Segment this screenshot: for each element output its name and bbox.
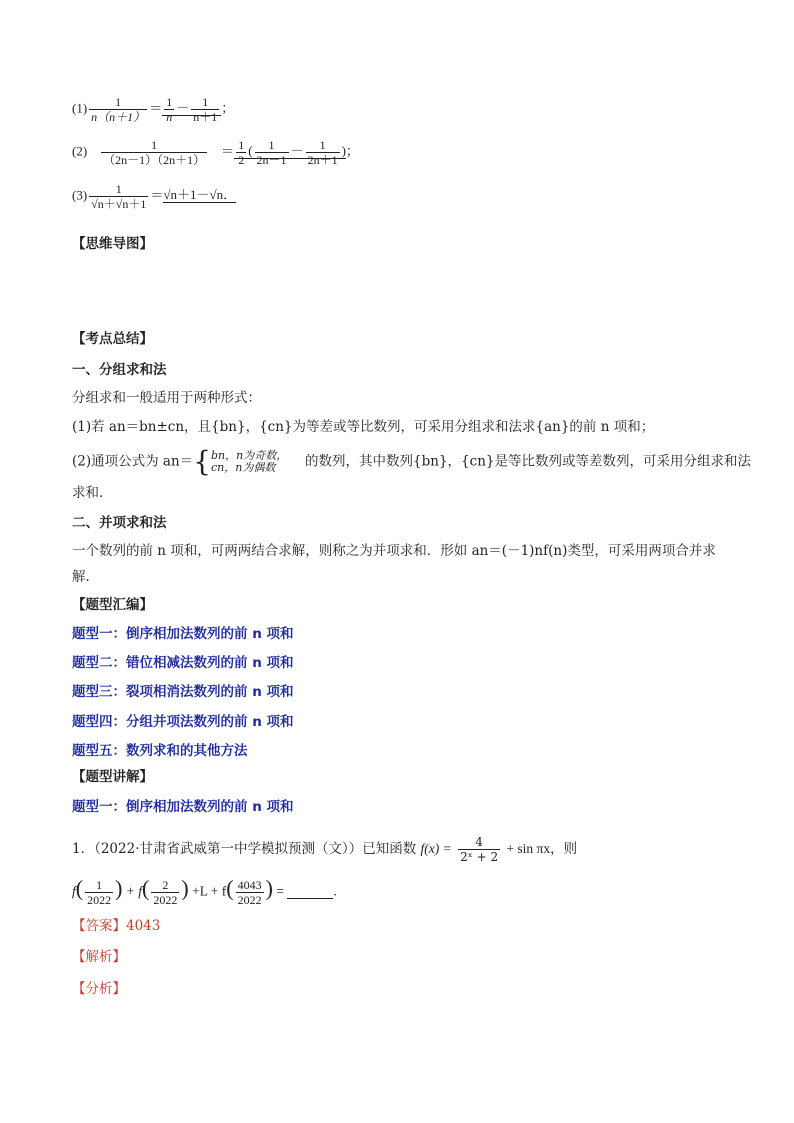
fenxi-heading: 【分析】 [72,981,126,997]
paragraph: (1)若 an＝bn±cn，且{bn}，{cn}为等差或等比数列，可采用分组求和法求{an}的前 n 项和； [72,419,655,435]
heading-types: 【题型汇编】 [72,597,153,613]
heading-explain: 【题型讲解】 [72,769,153,785]
paragraph: 分组求和一般适用于两种形式： [72,390,261,406]
paragraph-piecewise: (2)通项公式为 an＝{ bn，n为奇数， cn，n为偶数 的数列，其中数列{bn}，{cn}是等比数列或等差数列，可采用分组求和法 [72,445,751,478]
formula-3: (3) $\frac{1}{√n+√n+1}$ ＝√n＋1－√n． [72,182,237,211]
formula-1: (1) $\frac{1}{n(n+1)}$ ＝ $\frac{1}{n}$ － $\frac{1}{n+1}$ ； [72,95,235,124]
type-link-3[interactable]: 题型三：裂项相消法数列的前 n 项和 [72,684,294,700]
heading-summary: 【考点总结】 [72,331,153,347]
analysis-heading: 【解析】 [72,949,126,965]
formula-label: (1) [72,100,88,116]
section-heading-1: 一、分组求和法 [72,362,167,378]
fraction: $\frac{1}{n(n+1)}$ [91,95,146,124]
type-link-1[interactable]: 题型一：倒序相加法数列的前 n 项和 [72,626,294,642]
type-link-5[interactable]: 题型五：数列求和的其他方法 [72,743,248,759]
paragraph: 解． [72,569,99,585]
question-sum: f( $\frac{1}{2022}$ ) + f( $\frac{2}{2022}$ ) +L + f( $\frac{4043}{2022}$ ) = . [72,875,337,907]
formula-2: (2) $\frac{1}{(2n-1)(2n+1)}$ ＝ $\frac{1}{2}$ ( $\frac{1}{2n-1}$ － $\frac{1}{2n+1}$ )； [72,138,359,167]
answer-blank [287,886,333,899]
current-type-heading: 题型一：倒序相加法数列的前 n 项和 [72,799,294,815]
question-text: 1．（2022·甘肃省武威第一中学模拟预测（文））已知函数 f(x) = $\frac{4}{\text{2ˣ + 2}}$ + sin πx，则 [72,835,578,864]
paragraph: 求和． [72,485,113,501]
answer-line: 【答案】4043 [72,918,161,934]
type-link-4[interactable]: 题型四：分组并项法数列的前 n 项和 [72,714,294,730]
heading-mindmap: 【思维导图】 [72,236,153,252]
section-heading-2: 二、并项求和法 [72,515,167,531]
type-link-2[interactable]: 题型二：错位相减法数列的前 n 项和 [72,655,294,671]
paragraph: 一个数列的前 n 项和，可两两结合求解，则称之为并项求和．形如 an＝(－1)nf(n)类型，可采用两项合并求 [72,543,716,559]
